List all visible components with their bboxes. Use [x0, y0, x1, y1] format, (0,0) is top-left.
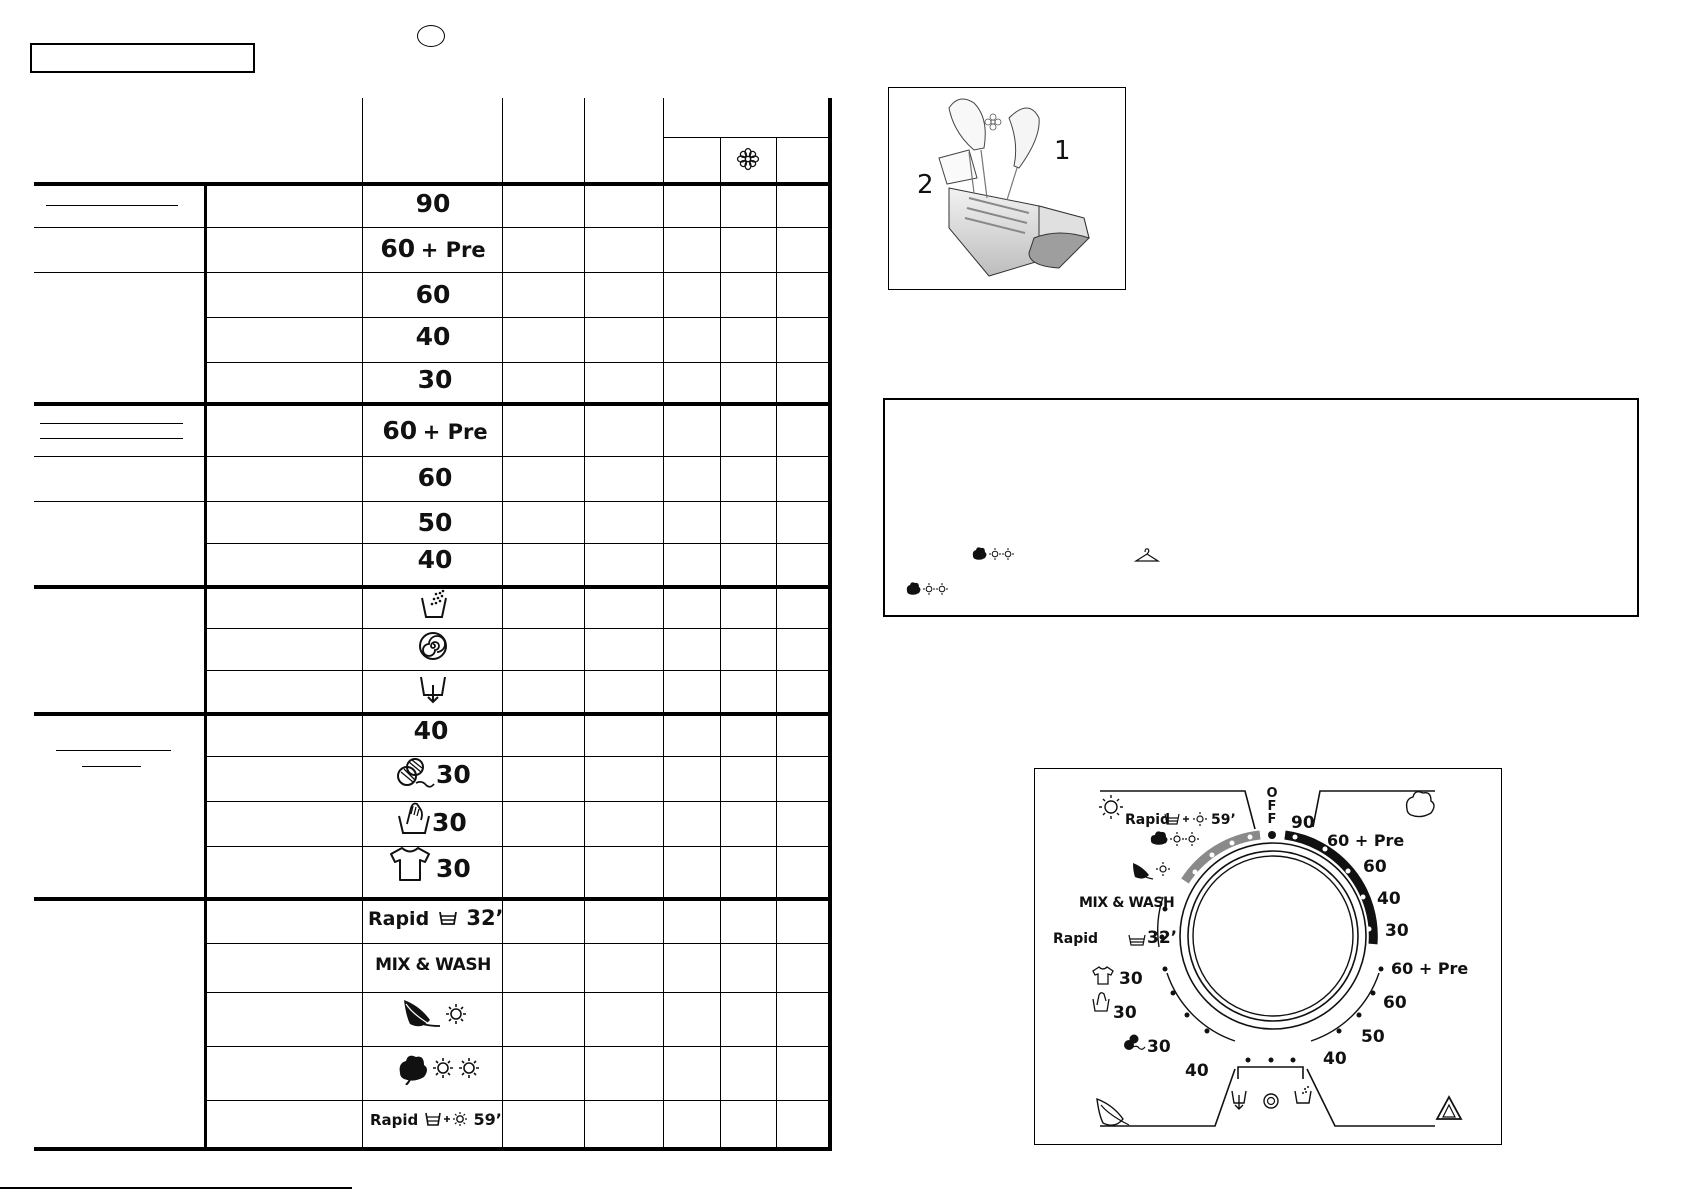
- dial-label: 40: [1323, 1049, 1347, 1069]
- table-row-label: 40: [415, 322, 451, 351]
- drain-icon: [418, 673, 448, 705]
- dial-label-rapid59-prefix: Rapid: [1125, 812, 1171, 828]
- tub-icon: [438, 910, 458, 926]
- wool-icon: [395, 756, 435, 790]
- cotton-two-suns-icon: [396, 1051, 484, 1085]
- dial-label: 60: [1363, 857, 1387, 877]
- dispenser-illustration: [888, 87, 1126, 290]
- section-title-box: [30, 43, 255, 73]
- dial-label: 60 + Pre: [1391, 959, 1469, 978]
- table-row-label: 60: [415, 280, 451, 309]
- programme-dial-panel: [1034, 768, 1502, 1145]
- dial-label-rapid32: 32’: [1147, 928, 1178, 948]
- table-row-handwash: 30: [397, 800, 477, 840]
- table-row-label: MIX & WASH: [375, 955, 491, 975]
- dial-label-mix-wash: MIX & WASH: [1079, 895, 1175, 911]
- table-row-rapid32: Rapid 32’: [368, 906, 504, 930]
- spin-icon: [418, 631, 448, 661]
- table-row-label: 60 + Pre: [382, 416, 488, 445]
- handwash-icon: [397, 800, 431, 836]
- hanger-icon: [1134, 547, 1160, 563]
- dial-label: 60 + Pre: [1327, 831, 1405, 850]
- dial-off-label: OFF: [1266, 786, 1278, 827]
- tub-plus-sun-icon: [424, 1111, 468, 1127]
- dial-label-handwash: 30: [1113, 1003, 1137, 1023]
- table-row-label: 60: [417, 463, 453, 492]
- cotton-two-suns-icon: [971, 545, 1015, 563]
- dial-label: 50: [1361, 1027, 1385, 1047]
- dial-label: 90: [1291, 813, 1315, 833]
- dispenser-label-1: 1: [1054, 136, 1071, 166]
- dial-label: 30: [1385, 921, 1409, 941]
- table-row-wool: 30: [395, 756, 475, 794]
- table-row-label: 90: [415, 189, 451, 218]
- rinse-icon: [418, 588, 450, 620]
- dial-label-shirt: 30: [1119, 969, 1143, 989]
- table-row-rapid59: Rapid 59’: [370, 1110, 502, 1129]
- dial-label: 40: [1377, 889, 1401, 909]
- shirt-icon: [388, 846, 432, 882]
- dial-label: 60: [1383, 993, 1407, 1013]
- table-row-label: 30: [417, 365, 453, 394]
- dial-label-rapid59: 59’: [1211, 812, 1236, 828]
- table-row-label: 50: [417, 508, 453, 537]
- dial-label-wool: 30: [1147, 1037, 1171, 1057]
- flower-softener-icon: [736, 147, 760, 171]
- cotton-two-suns-icon: [905, 580, 949, 598]
- dispenser-label-2: 2: [917, 170, 934, 200]
- language-badge: [417, 25, 445, 47]
- note-box: [883, 398, 1639, 617]
- feather-sun-icon: [400, 996, 470, 1032]
- dial-label-rapid32-prefix: Rapid: [1053, 931, 1099, 947]
- table-row-label: 40: [413, 716, 449, 745]
- dial-label-delicate: 40: [1185, 1061, 1209, 1081]
- table-row-label: 40: [417, 545, 453, 574]
- footer-rule: [0, 1187, 352, 1189]
- table-row-shirt: 30: [388, 846, 488, 886]
- table-row-label: 60 + Pre: [380, 234, 486, 263]
